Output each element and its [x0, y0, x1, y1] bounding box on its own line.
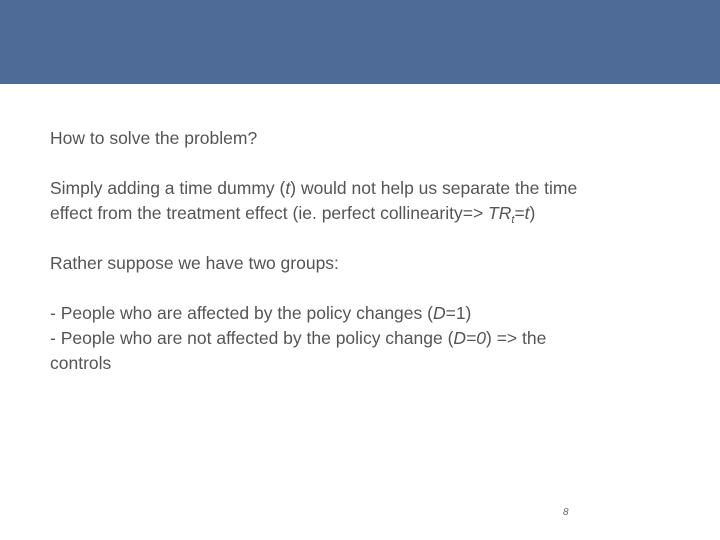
text-run: ) would not help us separate the time — [290, 178, 578, 198]
text-run: Simply adding a time dummy ( — [50, 178, 286, 198]
page-number: 8 — [563, 507, 569, 518]
question-line: How to solve the problem? — [50, 128, 258, 148]
group-variable: D=0 — [453, 328, 486, 348]
equals-sign: = — [514, 203, 525, 223]
header-bar — [0, 0, 720, 84]
slide-body — [50, 126, 690, 376]
time-variable: t — [524, 203, 530, 223]
text-run: ) — [529, 203, 536, 223]
text-run: - People who are not affected by the policy change ( — [50, 328, 454, 348]
text-run: effect from the treatment effect (ie. perfect collinearity=> — [50, 203, 489, 223]
question-text — [50, 126, 690, 151]
group-control-line — [50, 326, 690, 351]
time-dummy-paragraph — [50, 176, 690, 226]
groups-intro-line: Rather suppose we have two groups: — [50, 253, 339, 273]
groups-intro-text — [50, 251, 690, 276]
group-variable: D — [432, 303, 446, 323]
groups-list — [50, 301, 690, 376]
group-control-line-continued: controls — [50, 353, 112, 373]
time-dummy-line-1 — [50, 176, 690, 201]
text-run: =1) — [445, 303, 472, 323]
time-dummy-line-2 — [50, 201, 690, 226]
time-variable: t — [285, 178, 291, 198]
treatment-variable: TR — [488, 203, 512, 223]
text-run: - People who are affected by the policy changes ( — [50, 303, 433, 323]
treatment-subscript: t — [511, 214, 515, 226]
text-run: ) => the — [486, 328, 547, 348]
group-affected-line — [50, 301, 690, 326]
